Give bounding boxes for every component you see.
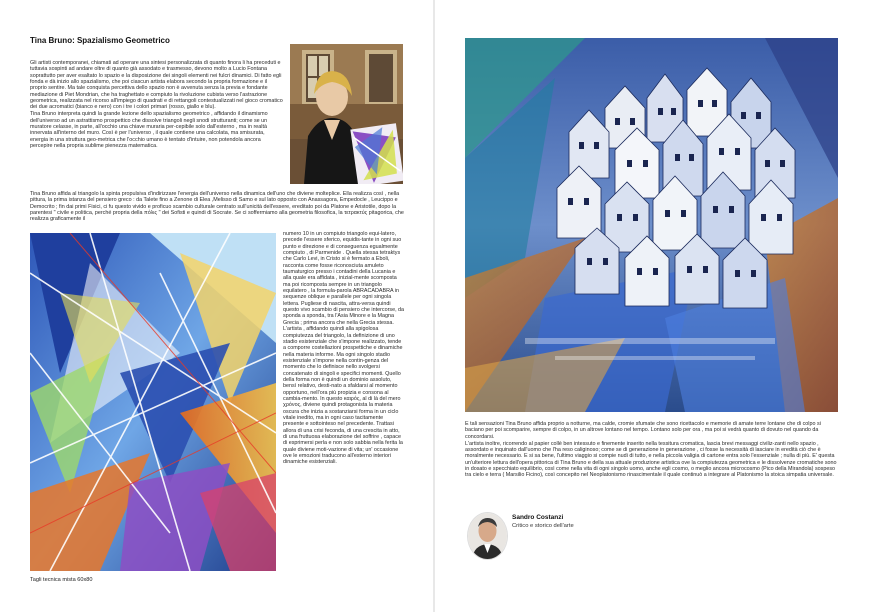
left-page <box>0 0 434 612</box>
critique-text-block <box>465 421 838 479</box>
author-name: Sandro Costanzi <box>512 514 564 521</box>
painting-caption: Tagli tecnica mista 60x80 <box>30 577 93 583</box>
intro-text-block <box>30 60 283 150</box>
intro-paragraph-1: Gli artisti contemporanei, chiamati ad operare una sintesi personalizzata di quanto finora li ha preceduti e tuttavia sospinti ad andare oltre di quanto già assodato e trasmesso, devono molto a Lucio Fontana soprattutto per aver esaltato lo spazio e la disposizione dei singoli elementi nei fulcri dinamici. Di fatto egli fonda e dà inizio allo spazialismo, che poi ciascun artista elabora secondo la propria formazione e il proprio sentire. Ma tale conquista percettiva dello spazio non è avvenuta senza la previa e fondante mediazione di Piet Mondrian, che ha traghettato e compiuto la rivoluzione cubista verso l'astrazione geometrica, realizzata nel ricorso all'impiego di quadrati e di rettangoli contestualizzati nel gioco cromatico dei due acromatici (bianco e nero) con i tre i colori primari (rosso, giallo e blu). <box>30 60 283 111</box>
article-title: Tina Bruno: Spazialismo Geometrico <box>30 36 170 45</box>
intro-paragraph-2: Tina Bruno interpreta quindi la grande lezione dello spazialismo geometrico , affidando il dinamismo dell'universo ad un astrattismo prospettico che dissolve triangoli negli snodi strutturanti; come se un muratore celasse, in parte, all'occhio una chiave muraria per-cepibile solo dall'esterno , ma in realtà innervata all'interno del muro. Così è per l'universo , il quale contiene una calcolata, ma smisurata, energia in una struttura geo-metrica che l'occhio umano è tentato d'intuire, non potendola ancora percepire nella propria sublime pienezza matematica. <box>30 111 268 149</box>
column-paragraph: numero 10 in un compiuto triangolo equi-latero, precede l'essere sferico, equidis-tante in ogni suo punto e direzione e di conseguenza egualmente compiuto , di Parmenide . Quella stessa tetraktys che Carlo Levi, in Cristo si è fermato a Eboli, racconta come fosse riconosciuta amuleto taumaturgico presso i contadini della Lucania e alla quale era affidata , inizial-mente scomposta ma poi ricomposta sempre in un triangolo equilatero , la formula-parola ABRACADABRA in sequenze oblique e parallele per ogni singola lettera. Pugliese di nascita, attra-versa quindi questo vivo scambio di pensiero che intercorse, da sponda a sponda, tra l'Asia Minore e la Magna Grecia ; prima ancora che nella Grecia stessa. L'artista , affidando quindi alla spigolosa compiutezza del triangolo, la definizione di uno stadio esistenziale che s'impone realizzato, tende a comporre costellazioni prospettiche e dinamiche nella materia informe. Ma ogni singolo stadio esistenziale s'impone nella contin-genza del momento che lo definisce nello svolgersi concatenato di singoli e specifici momenti. Quello della forma non è quindi un dominio assoluto, bensì relativo, desti-nato a sfaldarsi al momento opportuno, nell'ora più propizia e consona al cambia-mento. In questo καιρός, al di là del mero χρόνος, diviene quindi protagonista la materia oscura che inizia a sostanziarsi forma in un ciclo vitale inedito, ma in ogni caso tacitamente presente e sottointeso nel precedente. Trattasi allora di una crisi feconda, di una crescita in atto, di una fruttuosa elaborazione del soffrire , capace di esprimersi perla e non solo sabbia nella ferita la quale diviene moti-vazione di vita; un' occasione ove le emozioni traducono all'esterno interiori dinamiche esistenziali. <box>283 231 405 466</box>
wide-text-block <box>30 191 404 223</box>
author-photo <box>467 512 508 560</box>
painting-tagli <box>30 233 276 571</box>
author-role: Critico e storico dell'arte <box>512 523 574 529</box>
column-text-block <box>283 231 405 466</box>
intro-paragraph-3: Tina Bruno affida al triangolo la spinta propulsiva d'indirizzare l'energia dell'universo nella dinamica dell'uno che diviene molteplice. Ella realizza così , nella pittura, la prima istanza del pensiero greco : da Talete fino a Zenone di Elea ,Melisso di Samo e sul lato opposto con Anassagora, Empedocle , Leucippo e Democrito ; fin dai primi Fisici, ci fu questo vivido e proficuo scambio culturale centrato sull'unicità dell'essere, ereditato poi da Platone e Aristotile, dopo la parentesi " civile e politica, perché propria della πόλις " dei Sofisti e quindi di Socrate. Se ci soffermiamo alla geometria filosofica, la τετρακτύς pitagorica, che realizza graficamente il <box>30 191 404 223</box>
critique-paragraph-1: E tali sensazioni Tina Bruno affida proprio a notturne, ma calde, cromie sfumate che sono ricettacolo e memorie di amate terre lontane che di colpo si baciano per poi scomparire, sempre di colpo, in un altrove lontano nel tempo. Lontano solo per ora , ma poi si vedrà quanto di dovuto nel quando da concordarsi. <box>465 421 821 440</box>
critique-paragraph-2: L'artista inoltre, ricorrendo al papier collè ben intessuto e finemente inserito nella tessitura cromatica, lascia brevi messaggi civiliz-zanti nello spazio , assordato e inquinato dall'uomo che l'ha reso caliginoso; come se di generazione in generazione , ci fosse la necessità di lasciare in eredità ciò che è moralmente necessario. E si sa bene, l'ultimo viaggio si compie nudi di tutto, e nella piccola valigia di cartone entra solo l'essenziale ; nulla di più. E' questa un'ulteriore lettura dell'opera pittorica di Tina Bruno e della sua attuale produzione artistica ove la compiutezza geometrica e le dissolvenze cromatiche sono in dosato e specchiato equilibrio, così come nella vita di ogni singolo uomo, anche egli cosmo, o meglio ancora microcosmo (Pico della Mirandola) sospeso tra cielo e terra ( Marsilio Ficino), così concepito nel Neoplatonismo rinascimentale il quale continuò a integrare al Platonismo la stoica simpatia universale. <box>465 440 837 479</box>
artist-portrait-photo <box>290 44 403 184</box>
painting-village <box>465 38 838 412</box>
